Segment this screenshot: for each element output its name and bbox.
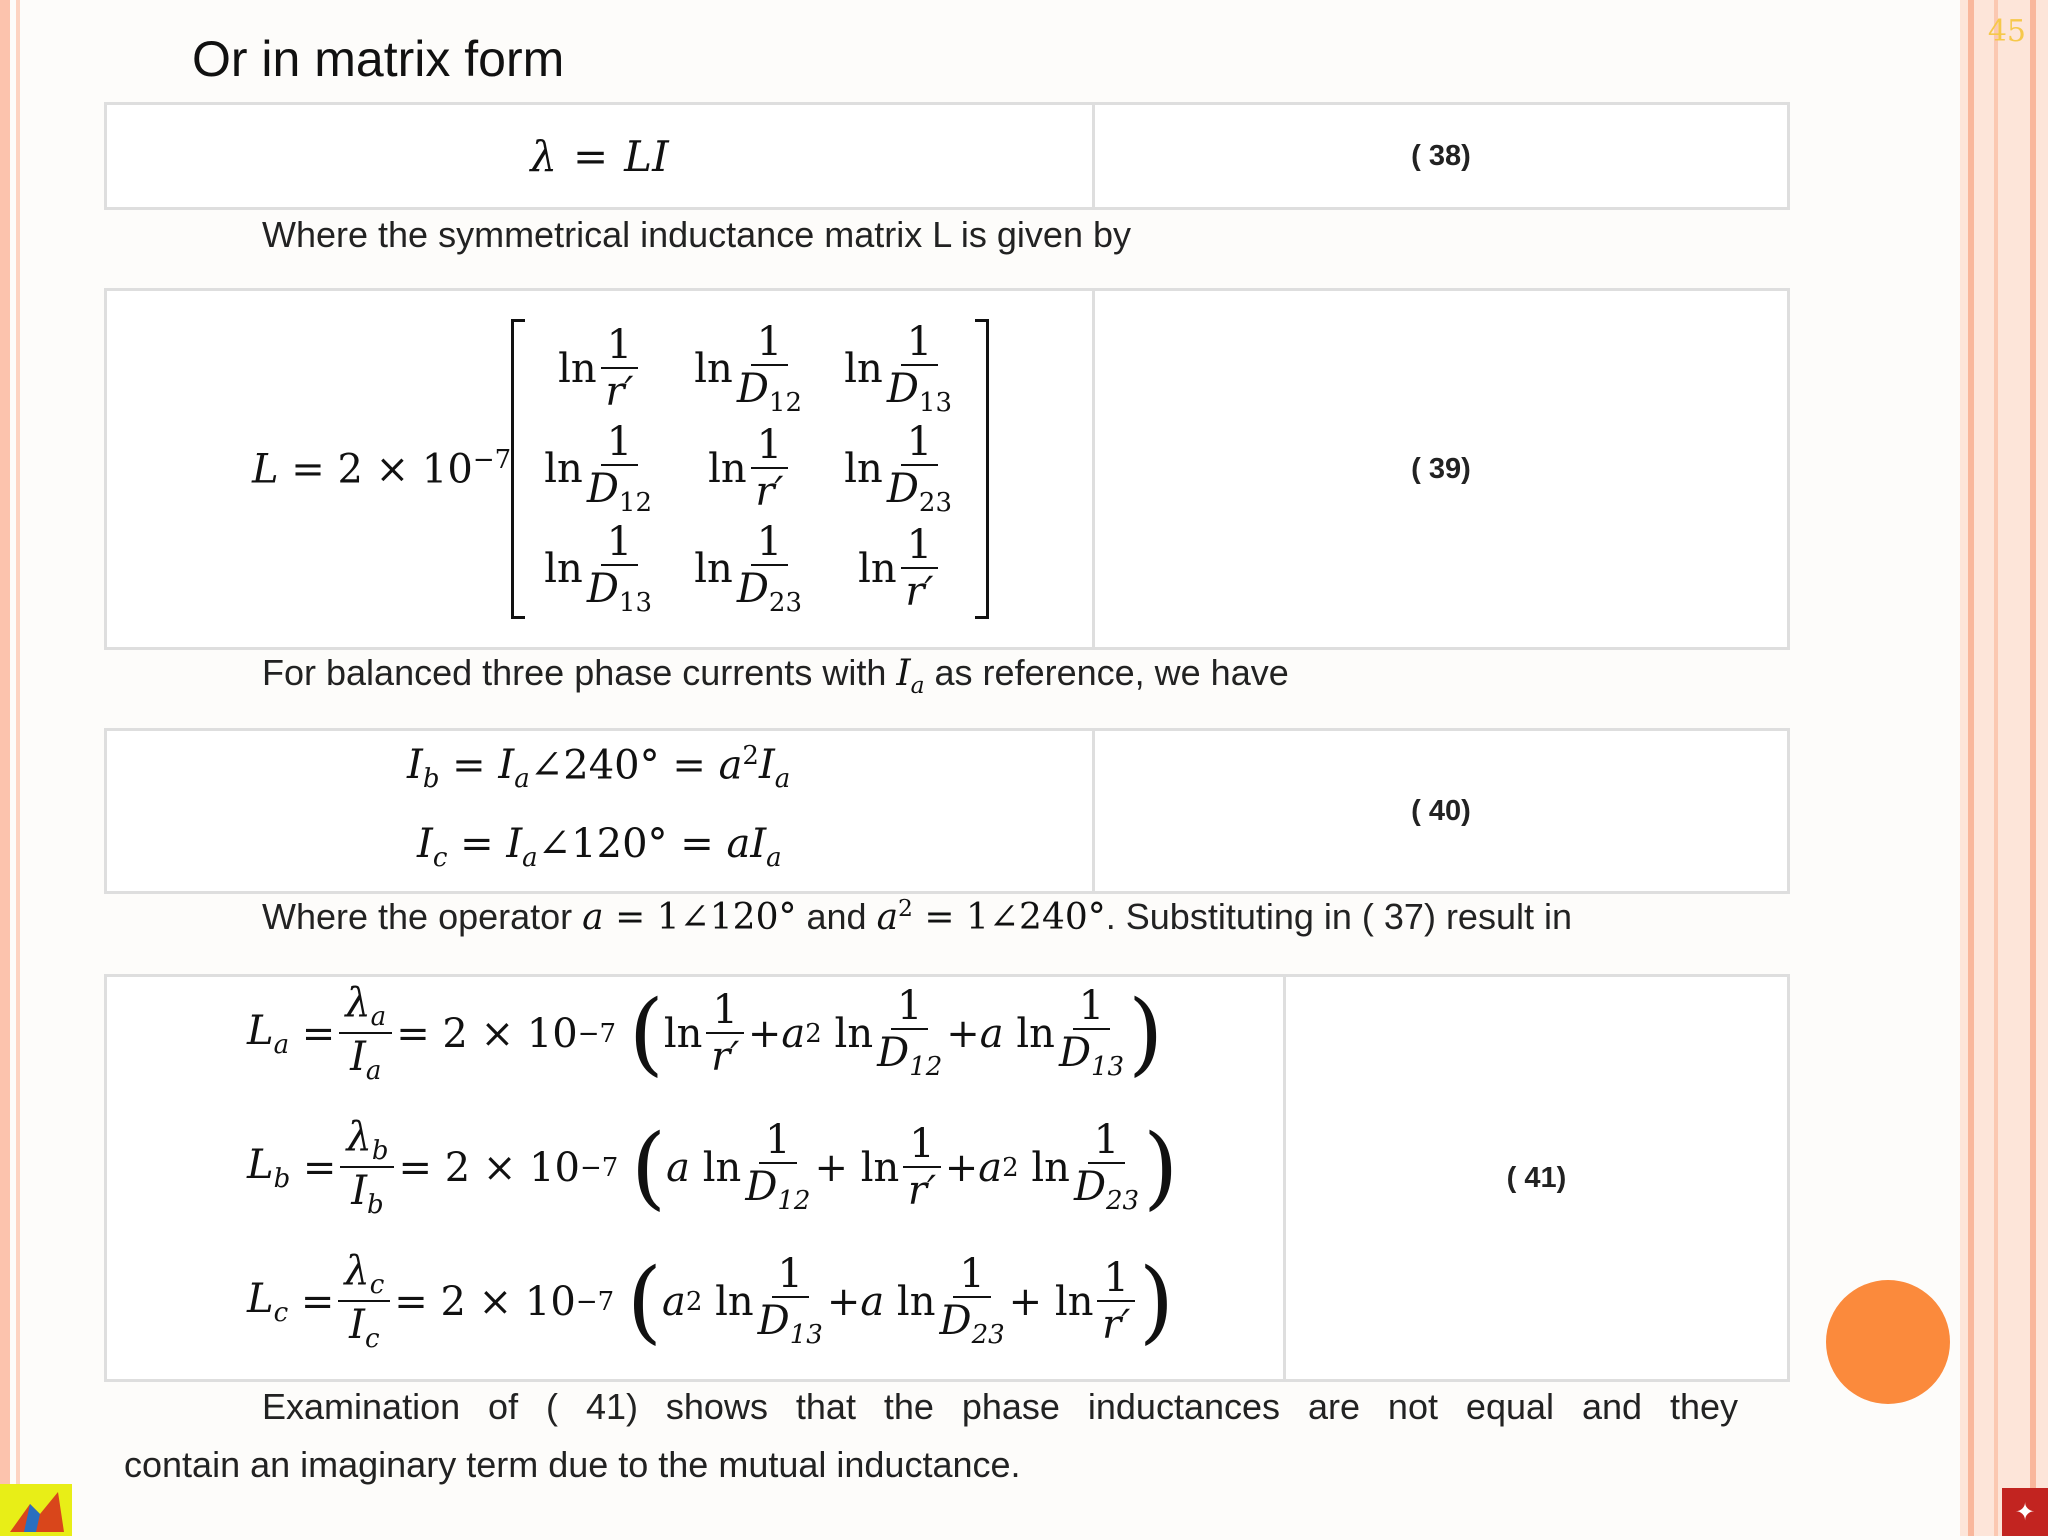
text-operator-definition: Where the operator a = 1∠120° and $a^2$ = 1∠240°. Substituting in ( 37) result in — [262, 894, 1572, 938]
slide-heading: Or in matrix form — [192, 31, 565, 87]
equation-39-cell: $L = 2 \times 10^{-7}$ ln $\frac{1}{r'}$ ln $\frac{1}{D_{12}}$ ln $\frac{1}{D_{13}}$ ln $\frac{1}{D_{12}}$ ln $\frac{1}{r'}$ ln $\frac{1}{D_{23}}$ ln $\frac{1}{D_{13}}$ ln $\frac{1}{D_{23}}$ ln $\frac{1}{r'}$ — [107, 291, 1095, 647]
current-ia-var: $I_a$ — [896, 653, 925, 700]
right-border-line-3 — [2030, 0, 2036, 1536]
equation-41-cell — [107, 977, 1286, 1379]
slide-number: 45 — [1987, 14, 2026, 49]
equation-41-box — [104, 974, 1790, 1382]
matrix-grid — [525, 319, 975, 619]
orange-circle-decoration — [1826, 1280, 1950, 1404]
text-balanced-before: For balanced three phase currents with — [262, 652, 897, 693]
equation-40-line-2: $I_c$ = $I_a\angle 120^\circ = aI_a$ — [417, 821, 782, 873]
equation-39-box — [104, 288, 1790, 650]
text-balanced-after: as reference, we have — [924, 652, 1289, 693]
equation-39-exponent: −7 — [472, 445, 512, 476]
text-examination-line-1: Examination of ( 41) shows that the phase inductances are not equal and they — [262, 1386, 1738, 1427]
matrix-left-bracket — [511, 319, 525, 619]
equation-41-number-cell — [1286, 977, 1787, 1379]
equation-40-number-cell — [1095, 731, 1787, 891]
matrix-entry-1-1: ln $\frac{1}{r'}$ — [558, 323, 642, 415]
equals-sign: = — [572, 131, 609, 181]
equation-38-number: ( 38) — [1411, 139, 1471, 172]
matrix-entry-3-2: ln $\frac{1}{D_{23}}$ — [694, 518, 802, 618]
matrix-entry-2-3: ln $\frac{1}{D_{23}}$ — [844, 418, 952, 518]
equation-41-row-b: $L_b$ = $\frac{\lambda_b}{I_b}$ = 2 × 10 −7 ( a ln $\frac{1}{D_{12}}$ + ln $\frac{1}{r'}$ + a 2 ln $\frac{1}{D_{23}}$ ) — [247, 1114, 1179, 1220]
matrix-entry-2-2: ln $\frac{1}{r'}$ — [708, 423, 792, 515]
equation-39-number-cell — [1095, 291, 1787, 647]
equation-40-line-1: $I_b$ = $I_a\angle 240^\circ = a^2I_a$ — [407, 741, 791, 795]
right-border-line-1 — [1968, 0, 1974, 1536]
matlab-logo-icon — [0, 1484, 72, 1536]
left-border-line — [16, 0, 20, 1536]
equation-41-row-a: $L_a$ = $\frac{\lambda_a}{I_a}$ = 2 × 10 −7 ( ln $\frac{1}{r'}$ + a 2 ln $\frac{1}{D_{12}}$ + a ln $\frac{1}{D_{13}}$ ) — [247, 980, 1164, 1086]
equation-38-box — [104, 102, 1790, 210]
university-logo-icon: ✦ — [2002, 1488, 2048, 1536]
equation-38-number-cell — [1095, 105, 1787, 207]
equation-38-rhs: LI — [624, 131, 669, 181]
left-border-stripe — [0, 0, 10, 1536]
matrix-entry-1-2: ln $\frac{1}{D_{12}}$ — [694, 318, 802, 418]
equation-41-number: ( 41) — [1506, 1161, 1567, 1194]
text-examination-line-2: contain an imaginary term due to the mutual inductance. — [124, 1444, 1021, 1485]
matrix-entry-1-3: ln $\frac{1}{D_{13}}$ — [844, 318, 952, 418]
inductance-matrix — [511, 319, 989, 619]
equation-40-box — [104, 728, 1790, 894]
matrix-right-bracket — [975, 319, 989, 619]
equation-38-lhs: λ — [530, 131, 557, 181]
text-inductance-matrix-intro: Where the symmetrical inductance matrix L is given by — [262, 214, 1131, 255]
text-balanced-currents — [262, 652, 1289, 699]
matrix-entry-3-1: ln $\frac{1}{D_{13}}$ — [544, 518, 652, 618]
equation-39-number: ( 39) — [1411, 452, 1471, 485]
equation-41-row-c: $L_c$ = $\frac{\lambda_c}{I_c}$ = 2 × 10 −7 ( a 2 ln $\frac{1}{D_{13}}$ + a ln $\frac{1}{D_{23}}$ + ln $\frac{1}{r'}$ ) — [247, 1248, 1175, 1354]
equation-38-cell — [107, 105, 1095, 207]
matrix-entry-2-1: ln $\frac{1}{D_{12}}$ — [544, 418, 652, 518]
matrix-entry-3-3: ln $\frac{1}{r'}$ — [858, 523, 942, 615]
right-border-line-2 — [1994, 0, 1998, 1536]
equation-40-number: ( 40) — [1411, 794, 1471, 827]
equation-40-cell — [107, 731, 1095, 891]
